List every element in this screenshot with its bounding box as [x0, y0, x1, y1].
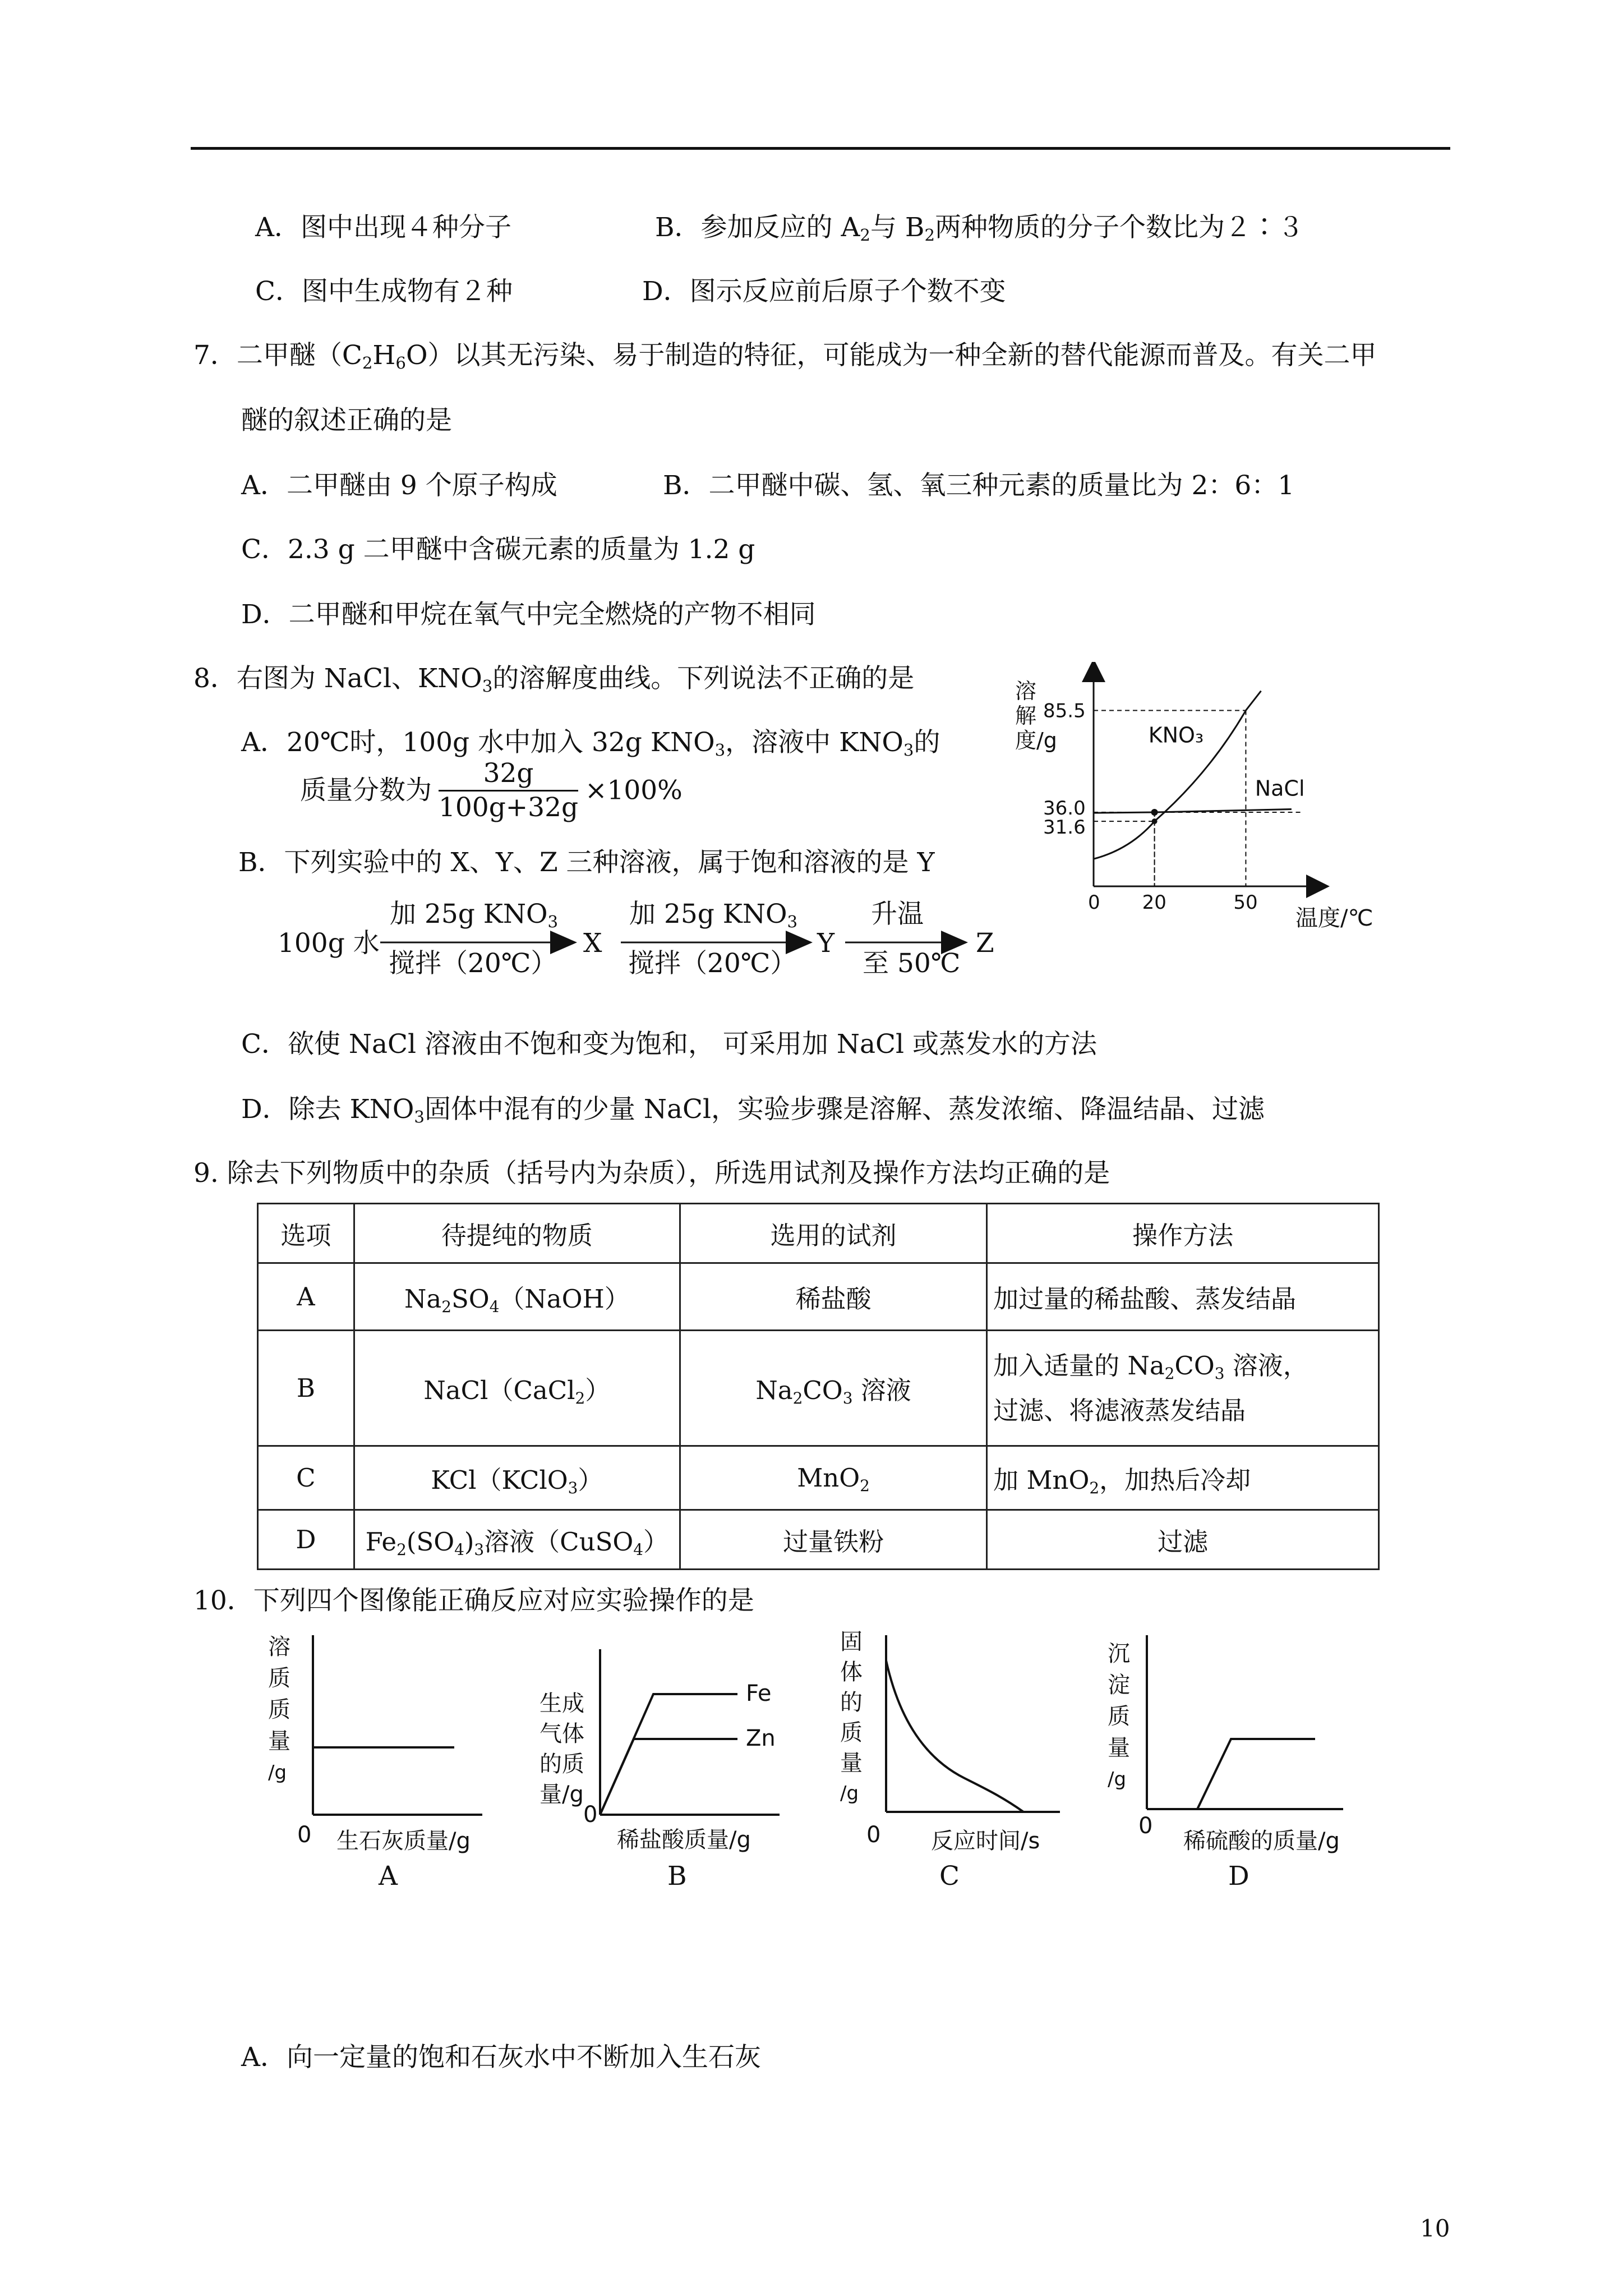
graph-b-fe-label: Fe: [746, 1681, 772, 1706]
method-cell: 加 MnO$_2$，加热后冷却: [987, 1446, 1379, 1510]
substance-cell: NaCl（CaCl$_2$）: [354, 1331, 680, 1446]
q10-stem: 10．下列四个图像能正确反应对应实验操作的是: [193, 1585, 754, 1616]
graph-b-y-label: 生成 气体 的质 量/g: [540, 1691, 584, 1807]
q7-option-a: A．二甲醚由 9 个原子构成: [241, 470, 557, 501]
graph-b-x-label: 稀盐酸质量/g: [617, 1827, 751, 1853]
graph-b-letter: B: [667, 1861, 687, 1892]
q6-option-c: C．图中生成物有２种: [255, 276, 513, 307]
option-cell: D: [258, 1510, 354, 1570]
graph-c-origin: 0: [866, 1822, 881, 1848]
series-line-nacl: [1094, 809, 1292, 813]
flow-step2-bottom: 搅拌（20℃）: [628, 948, 797, 979]
table-row: [258, 1331, 1379, 1446]
graph-a-y-label: 溶 质 质 量 /g: [268, 1634, 291, 1784]
series-line-kno3: [1094, 691, 1261, 859]
q8-option-a-line2: 质量分数为 $\frac{32g}{100g+32g}$ ×100%: [300, 758, 683, 823]
q7-stem-line1: 7．二甲醚$(C_2H_6O)$以其无污染、易于制造的特征，可能成为一种全新的替代能源而普及。有关二甲: [193, 340, 1377, 373]
q9-stem: 9. 除去下列物质中的杂质（括号内为杂质），所选用试剂及操作方法均正确的是: [193, 1158, 1110, 1189]
q8-option-b: B．下列实验中的 X、Y、Z 三种溶液，属于饱和溶液的是 Y: [238, 847, 935, 878]
q8-flow-diagram: [278, 898, 1007, 993]
method-cell: 过滤: [987, 1510, 1379, 1570]
graph-c-x-label: 反应时间/s: [931, 1828, 1040, 1854]
graph-a-x-label: 生石灰质量/g: [336, 1828, 471, 1854]
graph-d-letter: D: [1228, 1861, 1249, 1892]
graph-a-origin: 0: [297, 1822, 312, 1848]
point-20-31-6: [1152, 818, 1158, 824]
graph-b-fe-line: [600, 1694, 737, 1815]
substance-cell: $Fe_2(SO_4)_3$溶液（CuSO$_4$）: [354, 1510, 680, 1570]
q7-option-c: C．2.3 g 二甲醚中含碳元素的质量为 1.2 g: [241, 534, 755, 565]
series-label-kno3: KNO₃: [1148, 723, 1204, 748]
graph-c: [836, 1627, 1071, 1907]
header-cell: 选项: [258, 1204, 354, 1263]
graph-d: [1108, 1627, 1371, 1907]
flow-step1-bottom: 搅拌（20℃）: [389, 948, 557, 979]
option-cell: A: [258, 1263, 354, 1331]
reagent-cell: MnO$_2$: [680, 1446, 986, 1510]
table-row: [258, 1510, 1379, 1570]
flow-y: Y: [817, 928, 835, 959]
flow-start: 100g 水: [278, 928, 380, 959]
q7-option-d: D．二甲醚和甲烷在氧气中完全燃烧的产物不相同: [241, 599, 816, 630]
method-cell: 加过量的稀盐酸、蒸发结晶: [987, 1263, 1379, 1331]
q8-option-d: D．除去 $KNO_3$固体中混有的少量 NaCl，实验步骤是溶解、蒸发浓缩、降温结晶、过滤: [241, 1094, 1265, 1127]
graph-a-letter: A: [379, 1861, 398, 1892]
graph-a: [264, 1627, 499, 1907]
point-20-36: [1151, 809, 1158, 816]
graph-b: [538, 1627, 796, 1907]
q6-option-a: A．图中出现４种分子: [255, 212, 511, 243]
graph-b-zn-line: [600, 1739, 737, 1815]
header-cell: 操作方法: [987, 1204, 1379, 1263]
q8-option-c: C．欲使 NaCl 溶液由不饱和变为饱和， 可采用加 NaCl 或蒸发水的方法: [241, 1029, 1097, 1060]
mass-fraction: $\frac{32g}{100g+32g}$: [439, 758, 579, 823]
q7-stem-line2: 醚的叙述正确的是: [241, 405, 452, 436]
header-rule: [191, 147, 1450, 150]
x-tick-label: 0: [1088, 891, 1100, 914]
q6-option-d: D．图示反应前后原子个数不变: [642, 276, 1006, 307]
flow-step3-bottom: 至 50℃: [863, 948, 961, 979]
table-row: [258, 1446, 1379, 1510]
q7-option-b: B．二甲醚中碳、氢、氧三种元素的质量比为 2：6：1: [663, 470, 1295, 501]
reagent-cell: $Na_2CO_3$ 溶液: [680, 1331, 986, 1446]
graph-d-origin: 0: [1138, 1813, 1153, 1839]
reagent-cell: 过量铁粉: [680, 1510, 986, 1570]
solubility-chart: [1004, 662, 1408, 942]
method-cell: 加入适量的 $Na_2CO_3$ 溶液， 过滤、将滤液蒸发结晶: [987, 1331, 1379, 1446]
q6-option-b: B．参加反应的 $A_2$与 $B_2$两种物质的分子个数比为２∶３: [655, 212, 1304, 245]
substance-cell: KCl（KClO$_3$）: [354, 1446, 680, 1510]
y-tick-label: 36.0: [1043, 797, 1086, 820]
q9-table: [257, 1203, 1380, 1570]
y-tick-label: 85.5: [1043, 700, 1086, 723]
q8-option-a-line1: A．20℃时，100g 水中加入 32g $KNO_3$，溶液中 $KNO_3$的: [241, 727, 940, 760]
y-tick-label: 31.6: [1043, 816, 1086, 839]
page-number: 10: [1420, 2215, 1450, 2242]
flow-x: X: [583, 928, 602, 959]
graph-d-curve: [1197, 1739, 1315, 1809]
flow-step3-top: 升温: [871, 899, 924, 930]
graph-c-letter: C: [939, 1861, 960, 1892]
header-cell: 选用的试剂: [680, 1204, 986, 1263]
q10-option-a: A．向一定量的饱和石灰水中不断加入生石灰: [241, 2042, 761, 2073]
graph-d-y-label: 沉 淀 质 量 /g: [1108, 1641, 1130, 1791]
graph-b-origin: 0: [583, 1802, 598, 1828]
flow-z: Z: [976, 928, 994, 959]
graph-c-curve: [886, 1660, 1023, 1812]
table-row: [258, 1263, 1379, 1331]
graph-c-y-label: 固 体 的 质 量 /g: [840, 1629, 863, 1805]
graph-d-x-label: 稀硫酸的质量/g: [1183, 1828, 1340, 1854]
solubility-x-label: 温度/℃: [1295, 905, 1373, 931]
option-cell: C: [258, 1446, 354, 1510]
solubility-y-label: 溶解度/g: [1015, 679, 1057, 753]
series-label-nacl: NaCl: [1255, 776, 1305, 801]
header-cell: 待提纯的物质: [354, 1204, 680, 1263]
reagent-cell: 稀盐酸: [680, 1263, 986, 1331]
x-tick-label: 50: [1233, 891, 1258, 914]
flow-step2-top: 加 25g $KNO_3$: [629, 899, 798, 932]
q8-stem: 8．右图为 NaCl、$KNO_3$的溶解度曲线。下列说法不正确的是: [193, 663, 915, 696]
substance-cell: $Na_2SO_4(NaOH)$: [354, 1263, 680, 1331]
graph-b-zn-label: Zn: [746, 1726, 776, 1751]
flow-step1-top: 加 25g $KNO_3$: [390, 899, 559, 932]
table-header-row: [258, 1204, 1379, 1263]
x-tick-label: 20: [1142, 891, 1166, 914]
option-cell: B: [258, 1331, 354, 1446]
